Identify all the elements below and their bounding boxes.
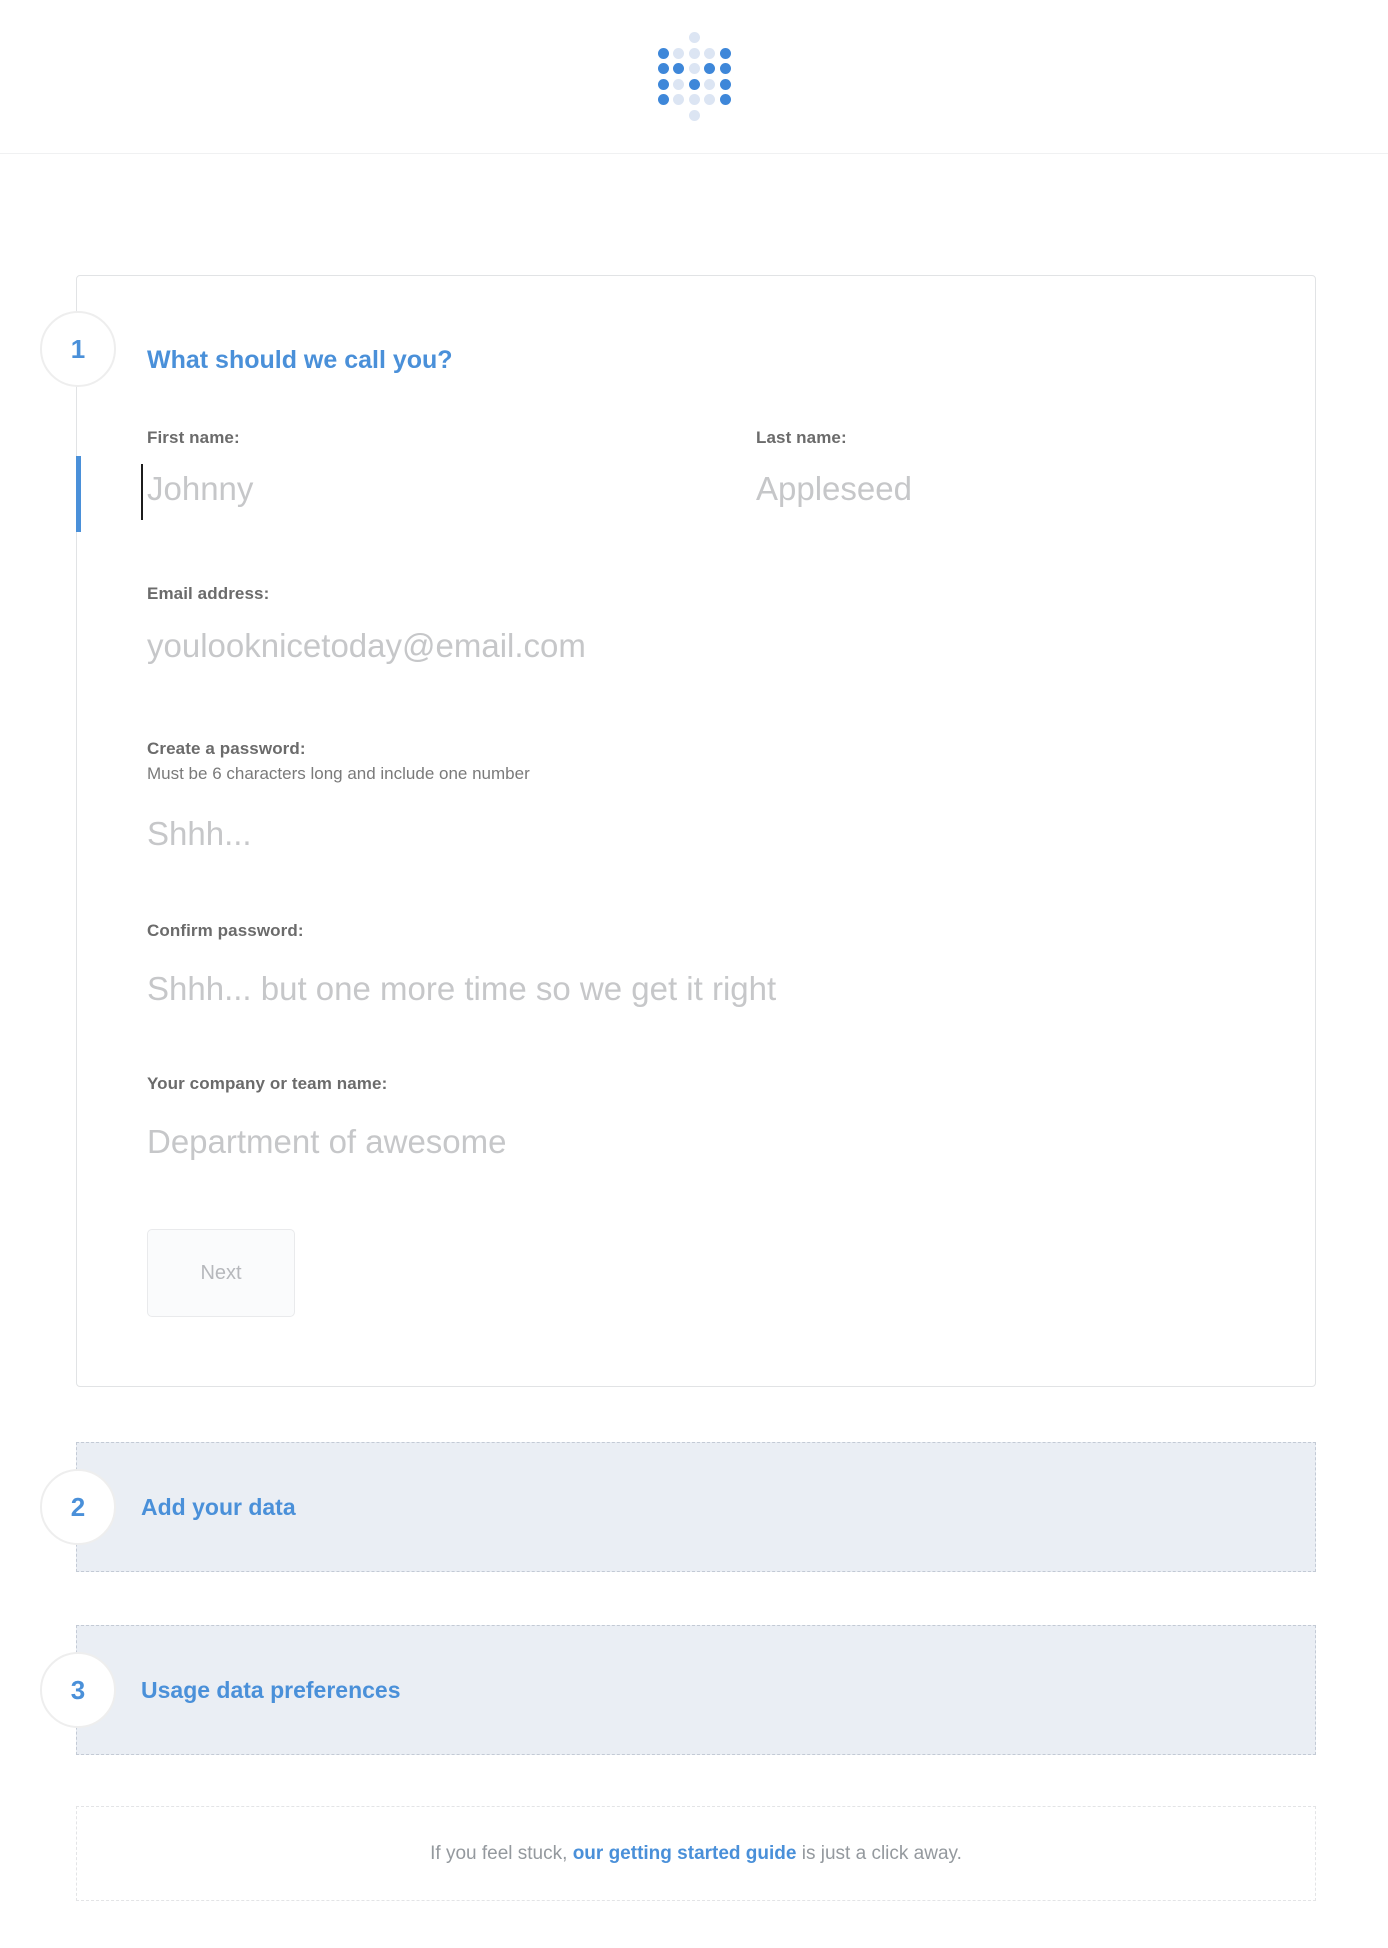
step2-number: 2 [70,1491,86,1522]
first-name-input[interactable] [147,459,627,519]
step3-section[interactable] [70,1625,1316,1755]
password-hint: Must be 6 characters long and include one number [147,764,530,783]
logo-dot [673,94,684,105]
logo-dot-empty [673,110,684,121]
logo-dot [658,48,669,59]
logo-dot-empty [704,32,715,43]
logo-dot [704,48,715,59]
logo-dot [658,63,669,74]
step2-title: Add your data [141,1493,296,1520]
logo-dot [720,79,731,90]
last-name-label: Last name: [756,428,847,447]
password-input[interactable] [147,804,747,864]
company-input[interactable] [147,1112,947,1172]
help-box [76,1806,1316,1901]
step1-number: 1 [70,333,86,364]
email-input[interactable] [147,616,1047,676]
step1-number-badge [40,311,116,387]
logo [655,30,733,123]
password-label: Create a password: [147,739,306,758]
first-name-label: First name: [147,428,240,447]
logo-dot [689,48,700,59]
logo-dot [658,79,669,90]
logo-dot [704,63,715,74]
help-text-suffix: is just a click away. [796,1842,962,1864]
last-name-input[interactable] [756,459,1236,519]
logo-dot-empty [673,32,684,43]
step1-card [70,275,1316,1387]
help-text-prefix: If you feel stuck, [430,1842,573,1864]
focused-field-indicator [76,456,81,532]
logo-dot [720,48,731,59]
logo-dot [720,63,731,74]
logo-dot [689,79,700,90]
logo-dot [673,63,684,74]
text-cursor [141,464,143,520]
logo-dot [689,63,700,74]
logo-dot [658,94,669,105]
logo-dot-empty [658,32,669,43]
logo-dot [673,79,684,90]
logo-dot [720,94,731,105]
logo-dot [689,94,700,105]
logo-dot [704,79,715,90]
step3-number: 3 [70,1674,86,1705]
logo-dot-empty [704,110,715,121]
confirm-password-label: Confirm password: [147,921,304,940]
company-label: Your company or team name: [147,1074,388,1093]
next-button[interactable]: Next [147,1229,295,1317]
step1-heading: What should we call you? [147,346,453,374]
logo-dot [673,48,684,59]
step3-title: Usage data preferences [141,1676,401,1703]
step2-section[interactable] [70,1442,1316,1572]
logo-dot-empty [658,110,669,121]
logo-dot [689,110,700,121]
email-label: Email address: [147,584,270,603]
logo-dot-empty [720,32,731,43]
confirm-password-input[interactable] [147,959,1147,1019]
logo-dot-empty [720,110,731,121]
step3-number-badge [40,1652,116,1728]
logo-dot [689,32,700,43]
help-text [430,1843,962,1865]
step2-number-badge [40,1469,116,1545]
getting-started-guide-link[interactable]: our getting started guide [572,1842,797,1864]
logo-dot [704,94,715,105]
header [0,0,1388,154]
